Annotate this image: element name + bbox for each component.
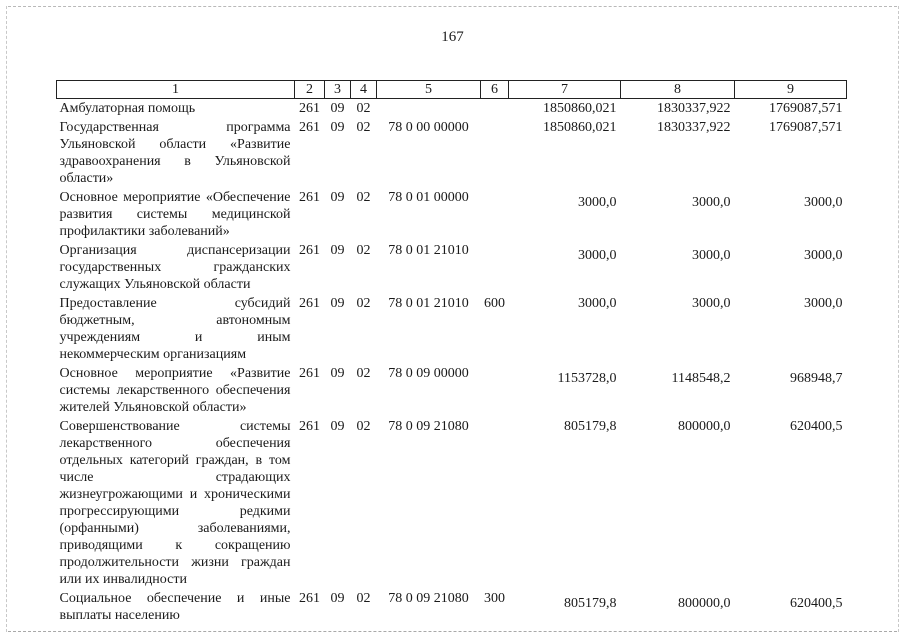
- row-value-9: 3000,0: [804, 195, 843, 210]
- row-value-8: 800000,0: [678, 419, 731, 434]
- row-value-8: 3000,0: [692, 296, 731, 311]
- row-admin-code: 261: [299, 296, 320, 311]
- row-admin-code: 261: [299, 419, 320, 434]
- row-name: Социальное обеспечение и иные выплаты населению: [59, 591, 291, 623]
- table-row: [57, 590, 847, 626]
- table-row: [57, 119, 847, 189]
- row-target-code: 78 0 00 00000: [388, 120, 469, 135]
- page-border-bottom: [8, 631, 897, 632]
- row-admin-code: 261: [299, 366, 320, 381]
- header-col-7: 7: [509, 81, 621, 99]
- row-name: Амбулаторная помощь: [59, 101, 196, 116]
- row-expense-type: [481, 418, 509, 590]
- row-expense-type: [481, 119, 509, 189]
- row-value-8: 800000,0: [678, 596, 731, 611]
- row-value-7: 805179,8: [564, 596, 617, 611]
- row-name: Основное мероприятие «Развитие системы лекарственного обеспечения жителей Ульяновской области»: [59, 366, 291, 415]
- row-expense-type: [481, 365, 509, 418]
- row-subsection: 02: [356, 190, 371, 205]
- row-name: Совершенствование системы лекарственного обеспечения отдельных категорий граждан, в том числе страдающих жизнеугрожающими и хроническими прогрессирующими редкими (орфанными) заболеваниями, приводящими к сокращению продолжительности жизни граждан или их инвалидности: [59, 419, 291, 587]
- row-value-8: 3000,0: [692, 195, 731, 210]
- row-subsection: 02: [356, 296, 371, 311]
- row-value-8: 1148548,2: [671, 371, 731, 386]
- row-value-9: 3000,0: [804, 296, 843, 311]
- row-value-7: 1850860,021: [543, 120, 617, 135]
- page-number: 167: [441, 29, 464, 45]
- budget-table: [56, 80, 847, 626]
- table-row: [57, 189, 847, 242]
- table-row: [57, 365, 847, 418]
- row-value-8: 3000,0: [692, 248, 731, 263]
- row-value-9: 620400,5: [790, 419, 843, 434]
- header-col-3: 3: [325, 81, 351, 99]
- row-admin-code: 261: [299, 190, 320, 205]
- row-subsection: 02: [356, 366, 371, 381]
- table-row: [57, 242, 847, 295]
- row-section: 09: [330, 591, 345, 606]
- row-target-code: 78 0 01 21010: [388, 296, 469, 311]
- table-header: [57, 81, 847, 99]
- row-admin-code: 261: [299, 120, 320, 135]
- row-name: Организация диспансеризации государственных гражданских служащих Ульяновской области: [59, 243, 291, 292]
- row-value-7: 1850860,021: [543, 101, 617, 116]
- row-name: Основное мероприятие «Обеспечение развития системы медицинской профилактики заболеваний»: [59, 190, 291, 239]
- row-value-9: 968948,7: [790, 371, 843, 386]
- row-name: Предоставление субсидий бюджетным, автономным учреждениям и иным некоммерческим организациям: [59, 296, 291, 362]
- page-border-right: [898, 6, 899, 632]
- header-col-9: 9: [735, 81, 847, 99]
- row-admin-code: 261: [299, 101, 320, 116]
- row-section: 09: [330, 101, 345, 116]
- row-subsection: 02: [356, 419, 371, 434]
- row-value-7: 3000,0: [578, 195, 617, 210]
- row-admin-code: 261: [299, 591, 320, 606]
- row-section: 09: [330, 366, 345, 381]
- table-row: [57, 99, 847, 120]
- row-value-7: 3000,0: [578, 248, 617, 263]
- row-subsection: 02: [356, 591, 371, 606]
- header-col-2: 2: [295, 81, 325, 99]
- row-target-code: 78 0 09 00000: [388, 366, 469, 381]
- table-row: [57, 295, 847, 365]
- row-expense-type: 600: [484, 296, 505, 311]
- row-section: 09: [330, 243, 345, 258]
- row-section: 09: [330, 296, 345, 311]
- row-value-7: 1153728,0: [557, 371, 617, 386]
- row-target-code: 78 0 01 21010: [388, 243, 469, 258]
- row-target-code: 78 0 09 21080: [388, 591, 469, 606]
- header-col-5: 5: [377, 81, 481, 99]
- row-value-9: 620400,5: [790, 596, 843, 611]
- row-value-7: 805179,8: [564, 419, 617, 434]
- row-target-code: [377, 99, 481, 120]
- page-border-top: [8, 6, 897, 7]
- row-value-8: 1830337,922: [657, 120, 731, 135]
- row-value-8: 1830337,922: [657, 101, 731, 116]
- row-admin-code: 261: [299, 243, 320, 258]
- row-target-code: 78 0 09 21080: [388, 419, 469, 434]
- table-row: [57, 418, 847, 590]
- row-value-9: 3000,0: [804, 248, 843, 263]
- row-subsection: 02: [356, 120, 371, 135]
- row-value-9: 1769087,571: [769, 120, 843, 135]
- table-body: [57, 99, 847, 627]
- row-subsection: 02: [356, 101, 371, 116]
- header-col-1: 1: [57, 81, 295, 99]
- header-col-4: 4: [351, 81, 377, 99]
- row-expense-type: [481, 242, 509, 295]
- header-col-8: 8: [621, 81, 735, 99]
- row-expense-type: [481, 189, 509, 242]
- header-col-6: 6: [481, 81, 509, 99]
- page-border-left: [6, 6, 7, 632]
- row-section: 09: [330, 190, 345, 205]
- row-value-7: 3000,0: [578, 296, 617, 311]
- row-value-9: 1769087,571: [769, 101, 843, 116]
- row-section: 09: [330, 419, 345, 434]
- row-expense-type: 300: [484, 591, 505, 606]
- row-target-code: 78 0 01 00000: [388, 190, 469, 205]
- row-subsection: 02: [356, 243, 371, 258]
- row-name: Государственная программа Ульяновской области «Развитие здравоохранения в Ульяновской области»: [59, 120, 291, 186]
- row-section: 09: [330, 120, 345, 135]
- row-expense-type: [481, 99, 509, 120]
